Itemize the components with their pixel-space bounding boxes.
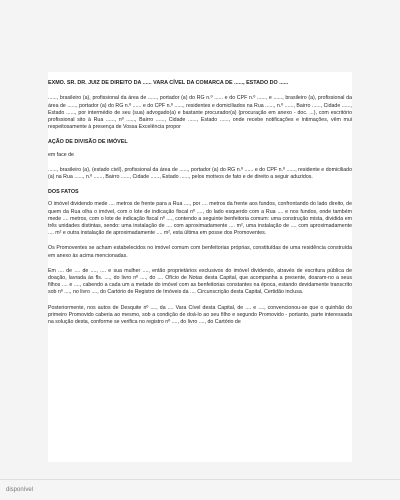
document-title: EXMO. SR. DR. JUIZ DE DIREITO DA ...... VARA CÍVEL DA COMARCA DE ......, ESTADO DO ...... bbox=[48, 80, 289, 86]
footer-bar bbox=[0, 479, 400, 500]
paragraph-parties: ......, brasileiro (a), profissional da área de ......, portador (a) do RG n.º ...... e do CPF n.º ......, e ......, brasileiro (a), profissional da área de ......, portador (a) do RG n.º ...... e do CPF n.º ......, residentes e domiciliados na Rua ......, n.º ......, Bairro ......, Cidade ......, Estado ......, por intermédio de seu (sua) advogado(a) e bastante procurador(a) (procuração em anexo - doc. ...), com escritório profissional sito à Rua ......, nº ......, Bairro ......, Cidade ......, Estado ......, onde recebe notificações e intimações, vêm mui respeitosamente à presença de Vossa Excelência propor bbox=[48, 95, 352, 131]
paragraph-desquite: Posteriormente, nos autos de Desquite nº ...., da .... Vara Cível desta Capital, de .... e ...., convencionou-se que o quinhão do primeiro Promovido caberia ao mesmo, sob a condição de doá-lo ao seu filho e segundo Promovido - portanto, parte interessada na solução desta, conforme se verifica no registro nº ...., do livro ...., do Cartório de bbox=[48, 304, 352, 325]
paragraph-defendant: ......, brasileiro (a), (estado civil), profissional da área de ......, portador (a) do RG n.º ...... e do CPF n.º ......, residente e domiciliado (a) na Rua ......, n.º ......, Bairro ......, Cidade ......, Estado ......, pelos motivos de fato e de direito a seguir aduzidos. bbox=[48, 166, 352, 180]
section-title-fatos: DOS FATOS bbox=[48, 189, 79, 196]
paragraph-promoventes: Os Promoventes se acham estabelecidos no imóvel comum com benfeitorias próprias, constituídas de uma residência construída em anexo às acima mencionadas. bbox=[48, 245, 352, 259]
section-title-acao: AÇÃO DE DIVISÃO DE IMÓVEL bbox=[48, 139, 128, 146]
document-content bbox=[48, 72, 352, 326]
document-page bbox=[48, 72, 352, 462]
paragraph-doacao: Em .... de .... de ...., .... e sua mulher ...., então proprietários exclusivos do imóvel dividendo, através de escritura pública de doação, lavrada às fls. ...., do livro nº ...., do .... Ofício de Notas desta Capital, que acompanha a presente, doaram-no a seus filhos .... e ...., cabendo a cada um a metade do imóvel com as benfeitorias constantes na época, estando devidamente transcrito sob nº ...., no livro ...., do Cartório de Registro de Imóveis da .... Circunscrição desta Capital, Certidão inclusa. bbox=[48, 267, 352, 296]
footer-label: disponível bbox=[6, 487, 34, 493]
paragraph-em-face: em face de bbox=[48, 151, 74, 158]
paragraph-imovel: O imóvel dividendo mede .... metros de frente para a Rua ...., por .... metros da frente aos fundos, confrontando do lado direito, de quem da Rua olha o imóvel, com o lote de indicação fiscal nº ...., do lado esquerdo com a Rua .... e nos fundos, onde também mede .... metros, com o lote de indicação fiscal nº ...., contendo a seguinte benfeitoria comum: uma construção mista, dividida em três unidades distintas, sendo: uma instalação de .... com aproximadamente .... m², uma instalação de .... com aproximadamente .... m² e outra instalação de aproximadamente .... m², esta última em posse dos Promoventes. bbox=[48, 201, 352, 237]
